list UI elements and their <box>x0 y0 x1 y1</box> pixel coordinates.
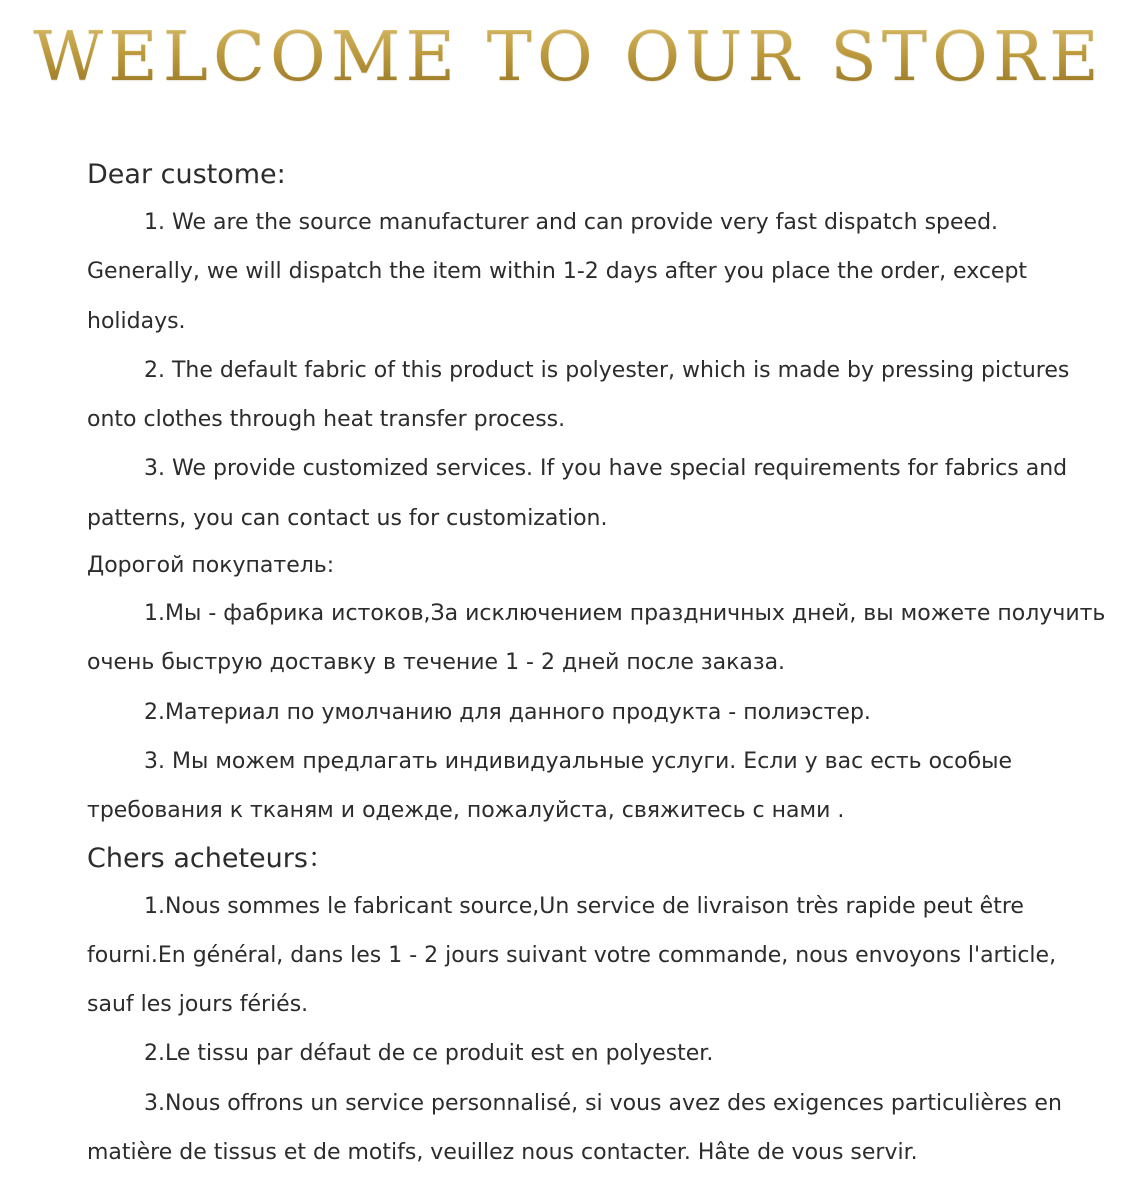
russian-heading: Дорогой покупатель: <box>87 553 335 579</box>
notice-body <box>87 152 1107 1177</box>
english-item-1: 1. We are the source manufacturer and can provide very fast dispatch speed. Generally, we will dispatch the item within 1-2 days after you place the order, except holidays. <box>87 210 1028 334</box>
russian-item-3: 3. Мы можем предлагать индивидуальные услуги. Если у вас есть особые требования к тканям и одежде, пожалуйста, свяжитесь с нами . <box>87 748 1013 824</box>
russian-item-2: 2.Материал по умолчанию для данного продукта - полиэстер. <box>144 699 871 725</box>
french-section <box>87 836 1107 1178</box>
english-section <box>87 152 1107 543</box>
french-heading: Chers acheteurs： <box>87 842 335 874</box>
french-item-1: 1.Nous sommes le fabricant source,Un service de livraison très rapide peut être fourni.En général, dans les 1 - 2 jours suivant votre commande, nous envoyons l'article, sauf les jours fériés. <box>87 893 1057 1018</box>
russian-item-1: 1.Мы - фабрика истоков,За исключением праздничных дней, вы можете получить очень быструю доставку в течение 1 - 2 дней после заказа. <box>87 601 1106 676</box>
english-item-3: 3. We provide customized services. If you have special requirements for fabrics and patterns, you can contact us for customization. <box>87 456 1068 531</box>
french-item-3: 3.Nous offrons un service personnalisé, si vous avez des exigences particulières en matière de tissus et de motifs, veuillez nous contacter. Hâte de vous servir. <box>87 1090 1062 1166</box>
french-item-2: 2.Le tissu par défaut de ce produit est en polyester. <box>144 1041 714 1067</box>
english-heading: Dear custome: <box>87 159 286 190</box>
russian-section <box>87 543 1107 835</box>
english-item-2: 2. The default fabric of this product is polyester, which is made by pressing pictures onto clothes through heat transfer process. <box>87 357 1070 433</box>
page-title: WELCOME TO OUR STORE <box>0 8 1137 108</box>
